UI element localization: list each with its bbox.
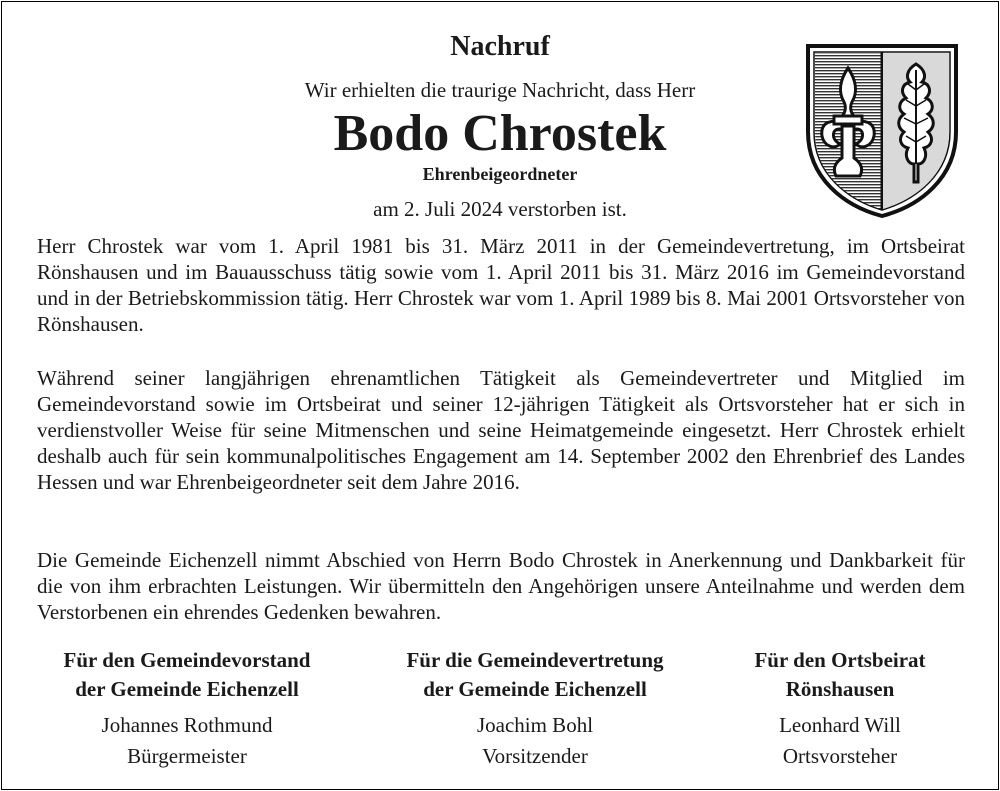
signatory-name: Leonhard Will [779,713,901,737]
signature-block-gemeindevertretung [370,646,700,772]
signature-org-line: Für den Gemeindevorstand [63,648,311,672]
signatory-title: Bürgermeister [127,744,247,768]
deceased-role: Ehrenbeigeordneter [422,164,578,184]
body-paragraph-farewell: Die Gemeinde Eichenzell nimmt Abschied von Herrn Bodo Chrostek in Anerkennung und Dankbarkeit für die von ihm erbrachten Leistungen. Wir übermitteln den Angehörigen unsere Anteilnahme und werden dem Verstorbenen ein ehrendes Gedenken bewahren. [37,548,965,624]
signature-org-line: Rönshausen [785,677,895,701]
signatory-title: Ortsvorsteher [782,744,898,768]
death-date: am 2. Juli 2024 verstorben ist. [373,197,627,221]
signatory-name: Johannes Rothmund [101,713,273,737]
signature-org-line: Für die Gemeindevertretung [406,648,664,672]
body-paragraph-career: Herr Chrostek war vom 1. April 1981 bis 31. März 2011 in der Gemeindevertretung, im Ortsbeirat Rönshausen und im Bauausschuss tätig sowie vom 1. April 2011 bis 31. März 2016 im Gemeindevorstand und in der Betriebskommission tätig. Herr Chrostek war vom 1. April 1989 bis 8. Mai 2001 Ortsvorsteher von Rönshausen. [37,234,965,336]
deceased-name: Bodo Chrostek [333,105,667,162]
signature-org-line: der Gemeinde Eichenzell [423,677,647,701]
coat-of-arms-icon [802,40,962,220]
signature-block-gemeindevorstand [22,646,352,772]
signature-org-line: Für den Ortsbeirat [754,648,926,672]
body-paragraph-service: Während seiner langjährigen ehrenamtlichen Tätigkeit als Gemeindevertreter und Mitglied im Gemeindevorstand sowie im Ortsbeirat und seiner 12-jährigen Tätigkeit als Ortsvorsteher hat er sich in verdienstvoller Weise für seine Mitmenschen und seine Heimatgemeinde eingesetzt. Herr Chrostek erhielt deshalb auch für sein kommunalpolitisches Engagement am 14. September 2002 den Ehrenbrief des Landes Hessen und war Ehrenbeigeordneter seit dem Jahre 2016. [37,366,965,494]
signatory-title: Vorsitzender [482,744,588,768]
signature-org-line: der Gemeinde Eichenzell [75,677,299,701]
notice-title: Nachruf [450,31,550,62]
signature-block-ortsbeirat [690,646,990,772]
signatory-name: Joachim Bohl [476,713,594,737]
notice-intro: Wir erhielten die traurige Nachricht, dass Herr [304,78,696,102]
